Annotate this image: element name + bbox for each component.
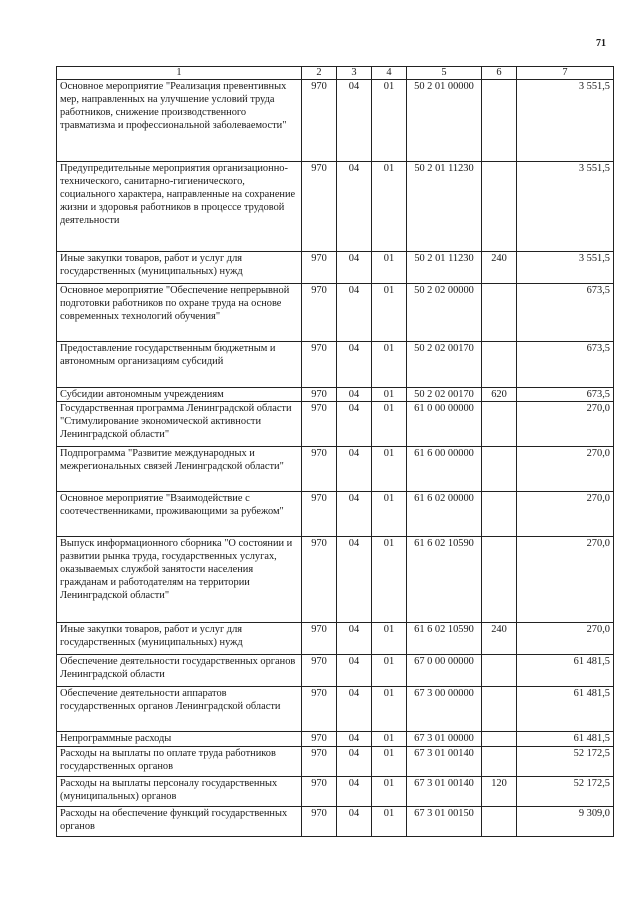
target-article-code: 61 6 02 00000 <box>407 492 482 537</box>
expense-type-code <box>482 162 517 252</box>
section-code: 04 <box>337 162 372 252</box>
amount: 270,0 <box>517 492 614 537</box>
expense-type-code <box>482 342 517 388</box>
subsection-code: 01 <box>372 732 407 747</box>
expense-name: Иные закупки товаров, работ и услуг для государственных (муниципальных) нужд <box>57 623 302 655</box>
section-code: 04 <box>337 492 372 537</box>
table-row <box>57 747 614 777</box>
target-article-code: 61 6 02 10590 <box>407 537 482 623</box>
column-header: 7 <box>517 67 614 80</box>
column-header: 3 <box>337 67 372 80</box>
target-article-code: 50 2 01 11230 <box>407 252 482 284</box>
table-row <box>57 687 614 732</box>
subsection-code: 01 <box>372 747 407 777</box>
ministry-code: 970 <box>302 342 337 388</box>
subsection-code: 01 <box>372 777 407 807</box>
expense-type-code <box>482 284 517 342</box>
column-header: 6 <box>482 67 517 80</box>
subsection-code: 01 <box>372 388 407 402</box>
section-code: 04 <box>337 388 372 402</box>
expense-name: Обеспечение деятельности аппаратов государственных органов Ленинградской области <box>57 687 302 732</box>
column-header: 1 <box>57 67 302 80</box>
ministry-code: 970 <box>302 732 337 747</box>
ministry-code: 970 <box>302 447 337 492</box>
expense-type-code: 620 <box>482 388 517 402</box>
expense-name: Основное мероприятие "Обеспечение непрерывной подготовки работников по охране труда на основе современных технологий обучения" <box>57 284 302 342</box>
amount: 52 172,5 <box>517 777 614 807</box>
ministry-code: 970 <box>302 655 337 687</box>
column-header: 5 <box>407 67 482 80</box>
expense-name: Государственная программа Ленинградской области "Стимулирование экономической активности Ленинградской области" <box>57 402 302 447</box>
table-row <box>57 537 614 623</box>
target-article-code: 50 2 02 00170 <box>407 388 482 402</box>
ministry-code: 970 <box>302 623 337 655</box>
subsection-code: 01 <box>372 447 407 492</box>
amount: 270,0 <box>517 623 614 655</box>
target-article-code: 67 3 01 00140 <box>407 747 482 777</box>
amount: 9 309,0 <box>517 807 614 837</box>
section-code: 04 <box>337 537 372 623</box>
subsection-code: 01 <box>372 252 407 284</box>
section-code: 04 <box>337 732 372 747</box>
header-row <box>57 67 614 80</box>
subsection-code: 01 <box>372 623 407 655</box>
expense-type-code <box>482 747 517 777</box>
table-row <box>57 284 614 342</box>
expense-name: Подпрограмма "Развитие международных и межрегиональных связей Ленинградской области" <box>57 447 302 492</box>
subsection-code: 01 <box>372 162 407 252</box>
expense-name: Предупредительные мероприятия организационно-технического, санитарно-гигиенического, социального характера, направленные на сохранение жизни и здоровья работников в процессе трудовой деятельности <box>57 162 302 252</box>
amount: 3 551,5 <box>517 252 614 284</box>
expense-type-code <box>482 447 517 492</box>
expense-type-code <box>482 402 517 447</box>
page-number: 71 <box>596 38 606 49</box>
subsection-code: 01 <box>372 807 407 837</box>
expense-name: Обеспечение деятельности государственных органов Ленинградской области <box>57 655 302 687</box>
target-article-code: 50 2 02 00000 <box>407 284 482 342</box>
table-row <box>57 447 614 492</box>
target-article-code: 67 3 01 00150 <box>407 807 482 837</box>
expense-type-code <box>482 807 517 837</box>
table-row <box>57 388 614 402</box>
subsection-code: 01 <box>372 284 407 342</box>
amount: 3 551,5 <box>517 162 614 252</box>
amount: 673,5 <box>517 388 614 402</box>
expense-type-code <box>482 655 517 687</box>
expense-name: Основное мероприятие "Взаимодействие с соотечественниками, проживающими за рубежом" <box>57 492 302 537</box>
table-row <box>57 777 614 807</box>
amount: 270,0 <box>517 447 614 492</box>
section-code: 04 <box>337 623 372 655</box>
column-header: 4 <box>372 67 407 80</box>
target-article-code: 61 0 00 00000 <box>407 402 482 447</box>
subsection-code: 01 <box>372 655 407 687</box>
target-article-code: 67 0 00 00000 <box>407 655 482 687</box>
ministry-code: 970 <box>302 80 337 162</box>
section-code: 04 <box>337 80 372 162</box>
budget-table <box>56 66 614 837</box>
subsection-code: 01 <box>372 80 407 162</box>
subsection-code: 01 <box>372 402 407 447</box>
expense-type-code: 240 <box>482 623 517 655</box>
expense-name: Иные закупки товаров, работ и услуг для государственных (муниципальных) нужд <box>57 252 302 284</box>
expense-name: Предоставление государственным бюджетным и автономным организациям субсидий <box>57 342 302 388</box>
target-article-code: 61 6 02 10590 <box>407 623 482 655</box>
section-code: 04 <box>337 807 372 837</box>
table-row <box>57 80 614 162</box>
section-code: 04 <box>337 777 372 807</box>
section-code: 04 <box>337 655 372 687</box>
amount: 3 551,5 <box>517 80 614 162</box>
expense-type-code: 240 <box>482 252 517 284</box>
table-row <box>57 162 614 252</box>
expense-name: Расходы на выплаты персоналу государственных (муниципальных) органов <box>57 777 302 807</box>
expense-name: Субсидии автономным учреждениям <box>57 388 302 402</box>
section-code: 04 <box>337 747 372 777</box>
ministry-code: 970 <box>302 162 337 252</box>
expense-name: Расходы на обеспечение функций государственных органов <box>57 807 302 837</box>
target-article-code: 50 2 01 00000 <box>407 80 482 162</box>
expense-type-code <box>482 537 517 623</box>
table-row <box>57 807 614 837</box>
table-row <box>57 732 614 747</box>
ministry-code: 970 <box>302 402 337 447</box>
expense-type-code <box>482 687 517 732</box>
table-row <box>57 623 614 655</box>
ministry-code: 970 <box>302 777 337 807</box>
amount: 270,0 <box>517 537 614 623</box>
target-article-code: 67 3 01 00000 <box>407 732 482 747</box>
amount: 61 481,5 <box>517 655 614 687</box>
section-code: 04 <box>337 252 372 284</box>
amount: 52 172,5 <box>517 747 614 777</box>
amount: 673,5 <box>517 284 614 342</box>
table-row <box>57 655 614 687</box>
target-article-code: 61 6 00 00000 <box>407 447 482 492</box>
target-article-code: 67 3 00 00000 <box>407 687 482 732</box>
expense-name: Выпуск информационного сборника "О состоянии и развитии рынка труда, государственных услугах, оказываемых службой занятости населения гражданам и работодателям на территории Ленинградской области" <box>57 537 302 623</box>
section-code: 04 <box>337 284 372 342</box>
expense-type-code <box>482 80 517 162</box>
section-code: 04 <box>337 342 372 388</box>
table-row <box>57 252 614 284</box>
table-body <box>57 80 614 837</box>
table-row <box>57 492 614 537</box>
subsection-code: 01 <box>372 342 407 388</box>
section-code: 04 <box>337 447 372 492</box>
ministry-code: 970 <box>302 537 337 623</box>
subsection-code: 01 <box>372 537 407 623</box>
amount: 61 481,5 <box>517 687 614 732</box>
target-article-code: 50 2 02 00170 <box>407 342 482 388</box>
amount: 61 481,5 <box>517 732 614 747</box>
ministry-code: 970 <box>302 687 337 732</box>
table-row <box>57 342 614 388</box>
table-row <box>57 402 614 447</box>
expense-type-code <box>482 492 517 537</box>
section-code: 04 <box>337 402 372 447</box>
target-article-code: 50 2 01 11230 <box>407 162 482 252</box>
ministry-code: 970 <box>302 388 337 402</box>
column-header: 2 <box>302 67 337 80</box>
subsection-code: 01 <box>372 687 407 732</box>
expense-type-code: 120 <box>482 777 517 807</box>
amount: 673,5 <box>517 342 614 388</box>
subsection-code: 01 <box>372 492 407 537</box>
ministry-code: 970 <box>302 284 337 342</box>
expense-type-code <box>482 732 517 747</box>
expense-name: Непрограммные расходы <box>57 732 302 747</box>
expense-name: Расходы на выплаты по оплате труда работников государственных органов <box>57 747 302 777</box>
ministry-code: 970 <box>302 492 337 537</box>
ministry-code: 970 <box>302 747 337 777</box>
amount: 270,0 <box>517 402 614 447</box>
ministry-code: 970 <box>302 252 337 284</box>
section-code: 04 <box>337 687 372 732</box>
expense-name: Основное мероприятие "Реализация превентивных мер, направленных на улучшение условий труда работников, снижение производственного травматизма и профессиональной заболеваемости" <box>57 80 302 162</box>
target-article-code: 67 3 01 00140 <box>407 777 482 807</box>
ministry-code: 970 <box>302 807 337 837</box>
